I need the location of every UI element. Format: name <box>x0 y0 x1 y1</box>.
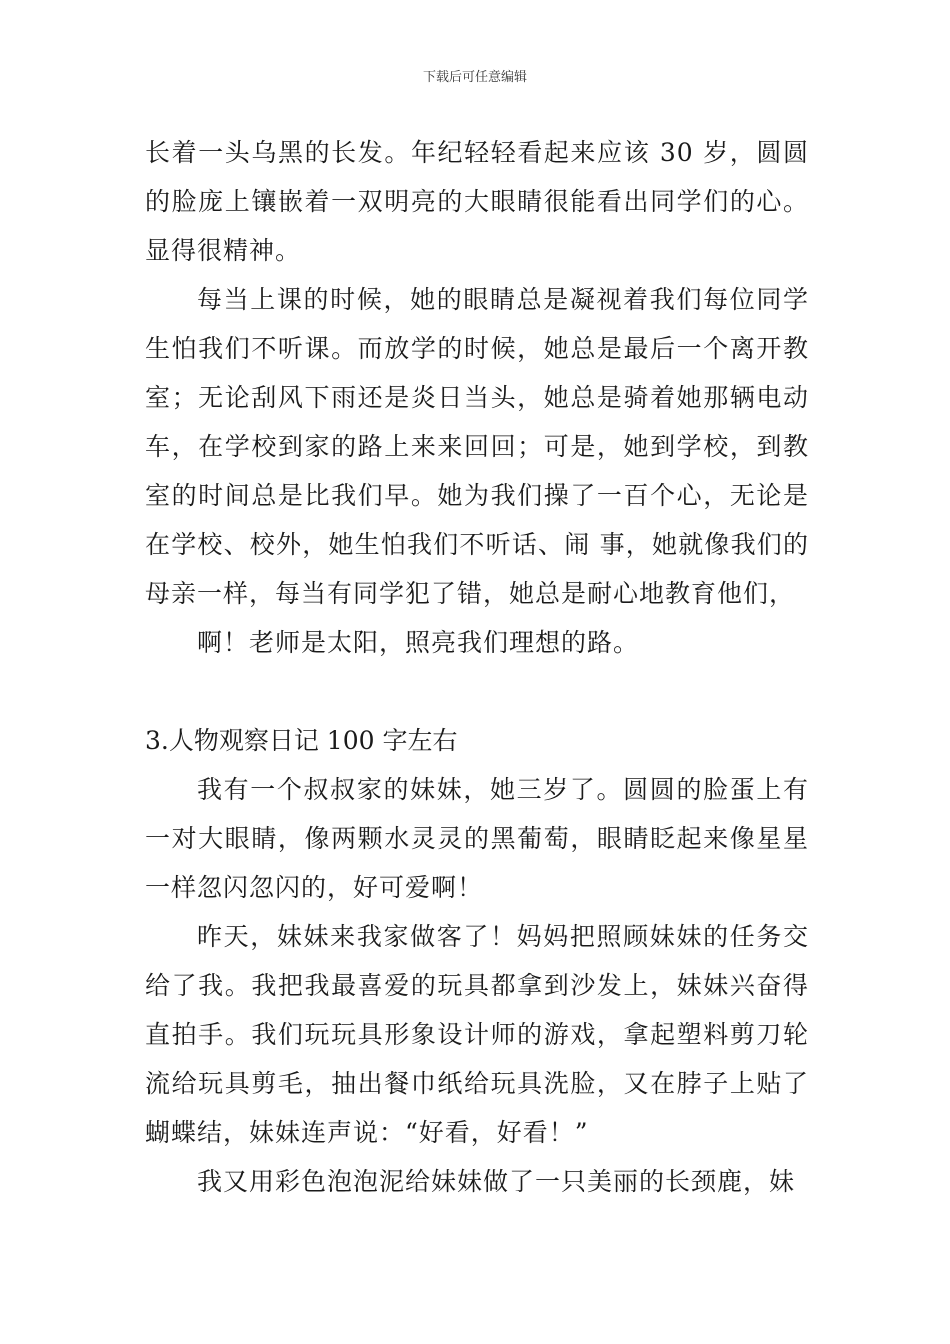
paragraph-appearance: 长着一头乌黑的长发。年纪轻轻看起来应该 30 岁，圆圆的脸庞上镶嵌着一双明亮的大眼睛很能看出同学们的心。显得很精神。 <box>145 138 809 265</box>
paragraph-gap <box>145 667 809 716</box>
paragraph-sister-intro: 我有一个叔叔家的妹妹，她三岁了。圆圆的脸蛋上有一对大眼睛，像两颗水灵灵的黑葡萄，眼睛眨起来像星星一样忽闪忽闪的，好可爱啊！ <box>145 775 809 902</box>
paragraph-sister-visit: 昨天，妹妹来我家做客了！妈妈把照顾妹妹的任务交给了我。我把我最喜爱的玩具都拿到沙发上，妹妹兴奋得直拍手。我们玩玩具形象设计师的游戏，拿起塑料剪刀轮流给玩具剪毛，抽出餐巾纸给玩具洗脸，又在脖子上贴了蝴蝶结，妹妹连声说：“好看，好看！” <box>145 922 809 1147</box>
document-body <box>145 128 809 1206</box>
paragraph-teacher-care: 每当上课的时候，她的眼睛总是凝视着我们每位同学生怕我们不听课。而放学的时候，她总是最后一个离开教室；无论刮风下雨还是炎日当头，她总是骑着她那辆电动车，在学校到家的路上来来回回；可是，她到学校，到教室的时间总是比我们早。她为我们操了一百个心，无论是在学校、校外，她生怕我们不听话、闹 事，她就像我们的母亲一样，每当有同学犯了错，她总是耐心地教育他们， <box>145 285 809 608</box>
paragraph-teacher-sun: 啊！老师是太阳，照亮我们理想的路。 <box>197 628 640 657</box>
page-header: 下载后可任意编辑 <box>422 70 527 85</box>
section-title: 3.人物观察日记 100 字左右 <box>145 726 458 755</box>
paragraph-giraffe: 我又用彩色泡泡泥给妹妹做了一只美丽的长颈鹿，妹 <box>197 1167 796 1196</box>
